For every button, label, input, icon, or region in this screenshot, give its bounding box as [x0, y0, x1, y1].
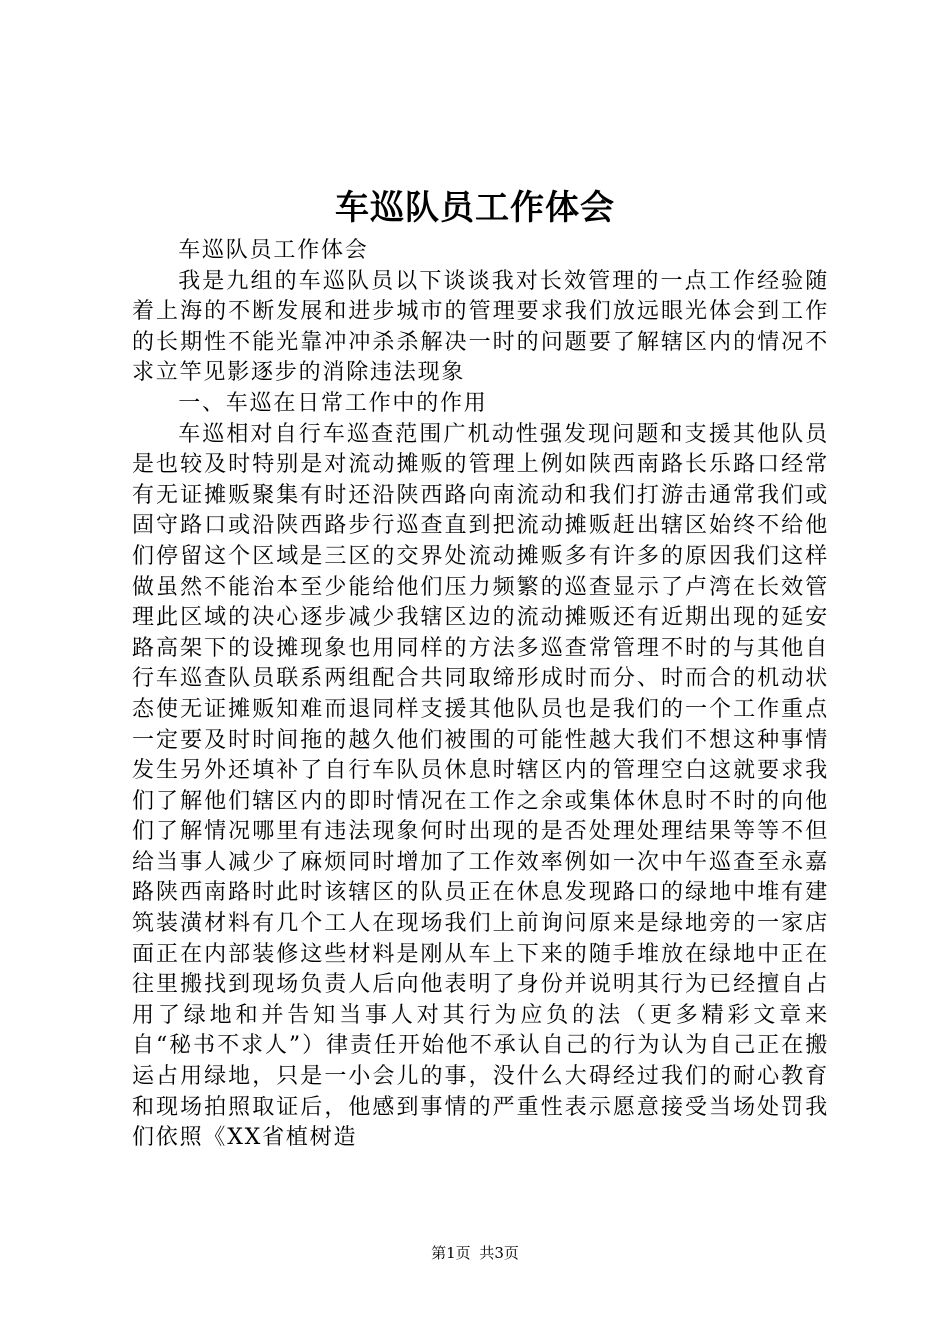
section-heading: 一、车巡在日常工作中的作用 [178, 390, 488, 416]
page-total: 共3页 [479, 1244, 519, 1262]
paragraph-subtitle: 车巡队员工作体会 [178, 238, 369, 263]
paragraph-main: 车巡相对自行车巡查范围广机动性强发现问题和支援其他队员是也较及时特别是对流动摊贩的管理上例如陕西南路长乐路口经常有无证摊贩聚集有时还沿陕西路向南流动和我们打游击通常我们或固守路口或沿陕西路步行巡查直到把流动摊贩赶出辖区始终不给他们停留这个区域是三区的交界处流动摊贩多有许多的原因我们这样做虽然不能治本至少能给他们压力频繁的巡查显示了卢湾在长效管理此区域的决心逐步减少我辖区边的流动摊贩还有近期出现的延安路高架下的设摊现象也用同样的方法多巡查常管理不时的与其他自行车巡查队员联系两组配合共同取缔形成时而分、时而合的机动状态使无证摊贩知难而退同样支援其他队员也是我们的一个工作重点一定要及时时间拖的越久他们被围的可能性越大我们不想这种事情发生另外还填补了自行车队员休息时辖区内的管理空白这就要求我们了解他们辖区内的即时情况在工作之余或集体休息时不时的向他们了解情况哪里有违法现象何时出现的是否处理处理结果等等不但给当事人减少了麻烦同时增加了工作效率例如一次中午巡查至永嘉路陕西南路时此时该辖区的队员正在休息发现路口的绿地中堆有建筑装潢材料有几个工人在现场我们上前询问原来是绿地旁的一家店面正在内部装修这些材料是刚从车上下来的随手堆放在绿地中正在往里搬找到现场负责人后向他表明了身份并说明其行为已经擅自占用了绿地和并告知当事人对其行为应负的法（更多精彩文章来自“秘书不求人”）律责任开始他不承认自己的行为认为自己正在搬运占用绿地，只是一小会儿的事，没什么大碍经过我们的耐心教育和现场拍照取证后，他感到事情的严重性表示愿意接受当场处罚我们依照《XX省植树造 [132, 421, 829, 1151]
document-title: 车巡队员工作体会 [335, 188, 615, 228]
page-number: 第1页 [431, 1244, 471, 1262]
document-body [132, 236, 829, 1154]
page-footer [0, 1243, 950, 1263]
paragraph-intro: 我是九组的车巡队员以下谈谈我对长效管理的一点工作经验随着上海的不断发展和进步城市的管理要求我们放远眼光体会到工作的长期性不能光靠冲冲杀杀解决一时的问题要了解辖区内的情况不求立竿见影逐步的消除违法现象 [132, 268, 829, 386]
